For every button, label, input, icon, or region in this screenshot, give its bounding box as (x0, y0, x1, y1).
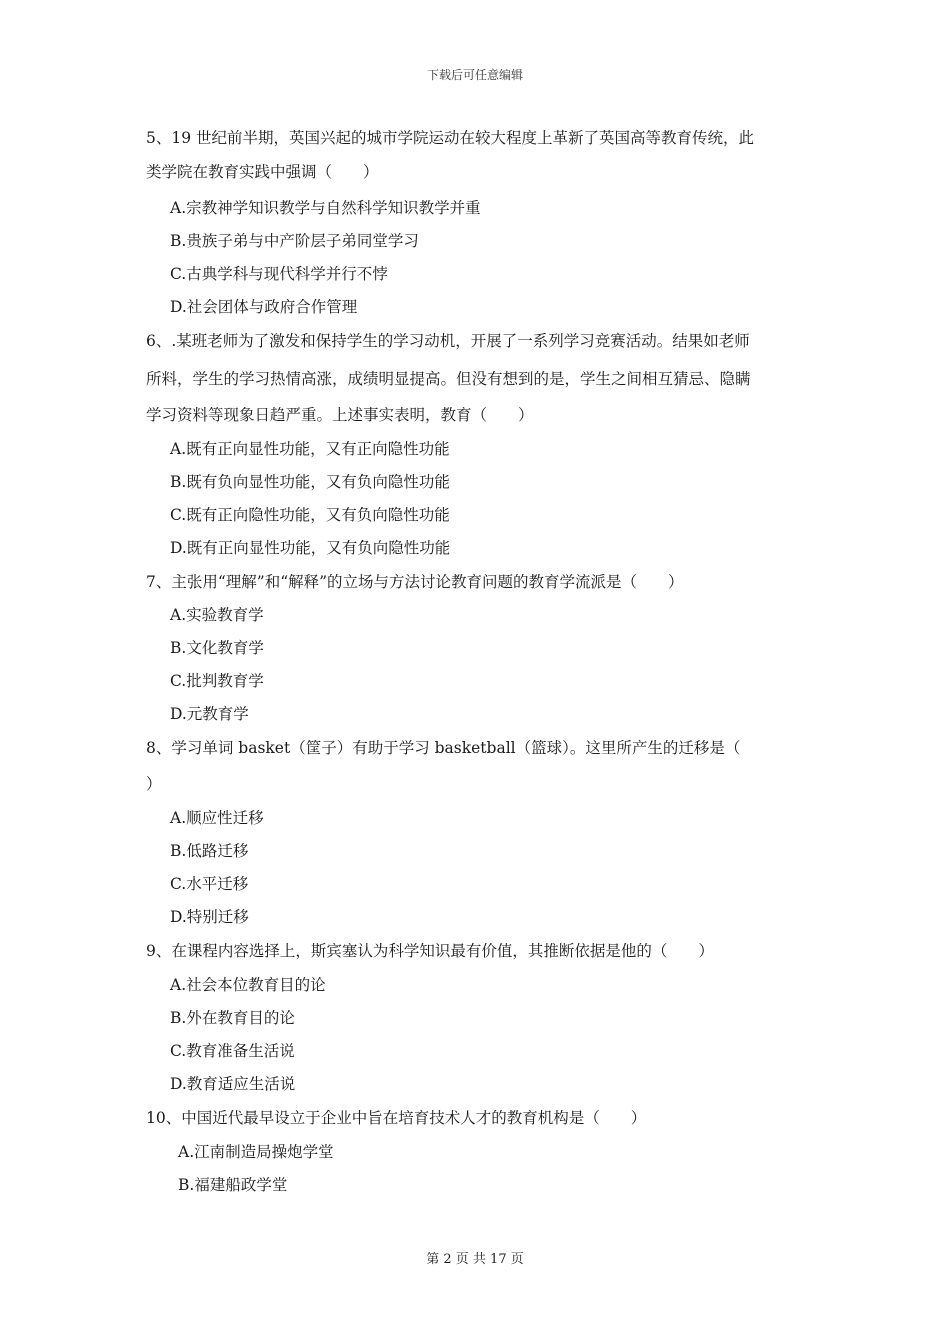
question-5-option-d: D.社会团体与政府合作管理 (170, 298, 358, 316)
question-7-line-1: 7、主张用“理解”和“解释”的立场与方法讨论教育问题的教育学流派是（ ） (146, 573, 684, 591)
question-8-option-c: C.水平迁移 (170, 875, 249, 893)
question-5-option-a: A.宗教神学知识教学与自然科学知识教学并重 (170, 199, 481, 217)
question-7-option-c: C.批判教育学 (170, 672, 264, 690)
question-9-option-c: C.教育准备生活说 (170, 1042, 295, 1060)
question-8-line-1: 8、学习单词 basket（筐子）有助于学习 basketball（篮球）。这里所产生的迁移是（ (146, 739, 741, 757)
question-8-line-2: ） (146, 775, 162, 793)
question-5-option-c: C.古典学科与现代科学并行不悖 (170, 265, 388, 283)
question-6-option-d: D.既有正向显性功能，又有负向隐性功能 (170, 539, 451, 557)
question-8-option-a: A.顺应性迁移 (170, 809, 264, 827)
question-9-option-d: D.教育适应生活说 (170, 1075, 296, 1093)
question-5-line-1: 5、19 世纪前半期，英国兴起的城市学院运动在较大程度上革新了英国高等教育传统，此 (146, 129, 755, 147)
question-10-option-b: B.福建船政学堂 (178, 1176, 288, 1194)
question-6-line-3: 学习资料等现象日趋严重。上述事实表明，教育（ ） (146, 406, 534, 424)
question-10-line-1: 10、中国近代最早设立于企业中旨在培育技术人才的教育机构是（ ） (146, 1109, 647, 1127)
question-9-line-1: 9、在课程内容选择上，斯宾塞认为科学知识最有价值，其推断依据是他的（ ） (146, 942, 714, 960)
question-6-option-b: B.既有负向显性功能，又有负向隐性功能 (170, 473, 450, 491)
question-9-option-a: A.社会本位教育目的论 (170, 976, 326, 994)
question-6-line-2: 所料，学生的学习热情高涨，成绩明显提高。但没有想到的是，学生之间相互猜忌、隐瞒 (146, 370, 751, 388)
question-6-line-1: 6、.某班老师为了激发和保持学生的学习动机，开展了一系列学习竞赛活动。结果如老师 (146, 332, 750, 350)
page-footer: 第 2 页 共 17 页 (426, 1252, 524, 1267)
question-7-option-a: A.实验教育学 (170, 606, 264, 624)
question-6-option-a: A.既有正向显性功能，又有正向隐性功能 (170, 440, 450, 458)
question-5-line-2: 类学院在教育实践中强调（ ） (146, 163, 379, 181)
question-8-option-b: B.低路迁移 (170, 842, 249, 860)
page-header: 下载后可任意编辑 (426, 68, 523, 82)
question-10-option-a: A.江南制造局操炮学堂 (178, 1143, 334, 1161)
question-9-option-b: B.外在教育目的论 (170, 1009, 295, 1027)
question-6-option-c: C.既有正向隐性功能，又有负向隐性功能 (170, 506, 450, 524)
question-8-option-d: D.特别迁移 (170, 908, 249, 926)
question-7-option-d: D.元教育学 (170, 705, 249, 723)
question-5-option-b: B.贵族子弟与中产阶层子弟同堂学习 (170, 232, 419, 250)
question-7-option-b: B.文化教育学 (170, 639, 264, 657)
